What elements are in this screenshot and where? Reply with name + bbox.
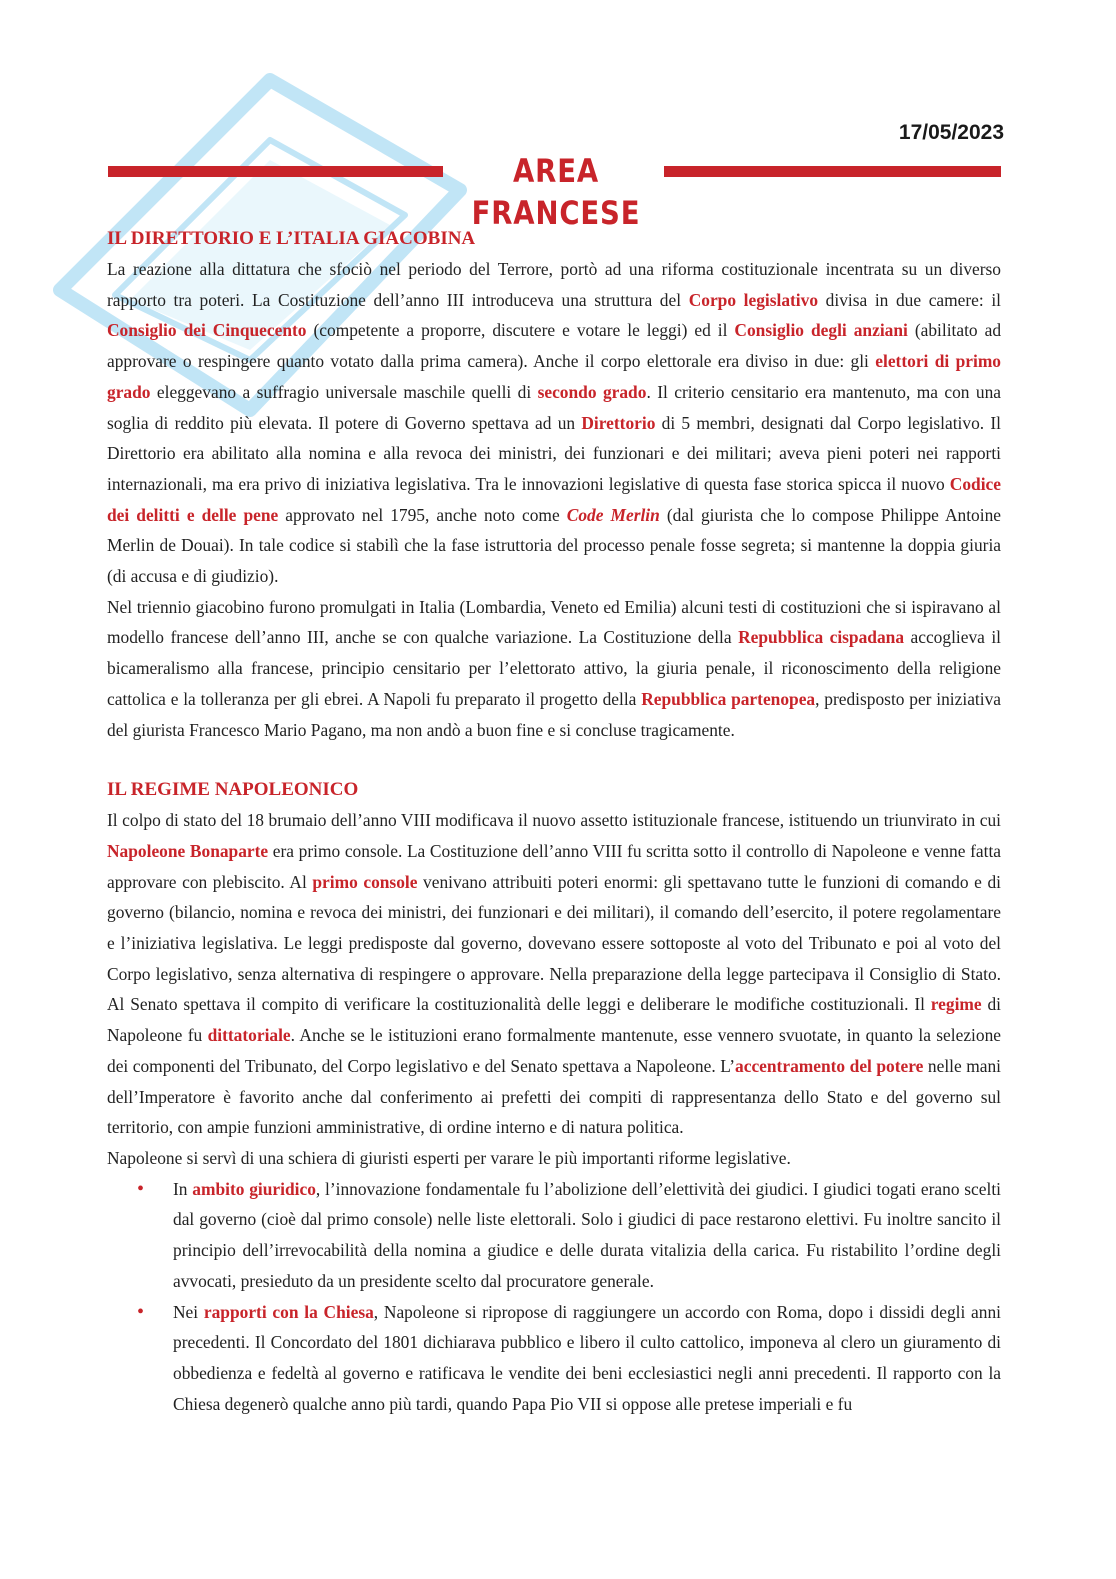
text-run: (dal giurista che lo compose Philippe Antoine Merlin de Douai). In tale codice si stabilì che la fase istruttoria del processo penale fosse segreta; si mantenne la doppia giuria (di accusa e di giudizio). bbox=[107, 504, 1001, 587]
text-run: Nei bbox=[173, 1301, 204, 1322]
list-item bbox=[107, 1297, 1001, 1420]
section-heading: IL DIRETTORIO E L’ITALIA GIACOBINA bbox=[107, 228, 476, 249]
text-run: di Napoleone fu bbox=[107, 994, 1001, 1046]
bullet-list bbox=[107, 1174, 1001, 1420]
text-run: , predisposto per iniziativa del giurista Francesco Mario Pagano, ma non andò a buon fine e si concluse tragicamente. bbox=[107, 688, 1001, 740]
text-run: In bbox=[173, 1178, 193, 1199]
paragraph bbox=[107, 1143, 1001, 1174]
document-date: 17/05/2023 bbox=[898, 121, 1004, 144]
paragraph bbox=[107, 254, 1001, 592]
banner-bar-left bbox=[108, 166, 443, 177]
highlighted-term: Code Merlin bbox=[566, 504, 660, 525]
section-direttorio bbox=[107, 224, 1001, 745]
text-run: (competente a proporre, discutere e votare le leggi) ed il bbox=[306, 320, 735, 341]
banner-bar-right bbox=[664, 166, 1001, 177]
text-run: nelle mani dell’Imperatore è favorito anche dal conferimento ai prefetti dei compiti di rappresentanza dello Stato e del governo sul territorio, con ampie funzioni amministrative, di ordine interno e di natura politica. bbox=[107, 1055, 1002, 1138]
highlighted-term: accentramento del potere bbox=[735, 1055, 924, 1076]
text-run: (abilitato ad approvare o respingere quanto votato dalla prima camera). Anche il corpo elettorale era diviso in due: gli bbox=[107, 320, 1002, 372]
banner-title: AREA FRANCESE bbox=[471, 152, 641, 232]
text-run: La reazione alla dittatura che sfociò nel periodo del Terrore, portò ad una riforma costituzionale incentrata su un diverso rapporto tra poteri. La Costituzione dell’anno III introduceva una struttura del bbox=[107, 259, 1001, 310]
list-item-text bbox=[173, 1179, 1001, 1291]
highlighted-term: elettori di primo grado bbox=[107, 351, 1001, 402]
text-run: . Anche se le istituzioni erano formalmente mantenute, esse vennero svuotate, in quanto la selezione dei componenti del Tribunato, del Corpo legislativo e del Senato spettava a Napoleone. L’ bbox=[107, 1025, 1001, 1076]
paragraph bbox=[107, 805, 1001, 1143]
highlighted-term: Corpo legislativo bbox=[688, 289, 819, 310]
text-run: Il colpo di stato del 18 brumaio dell’anno VIII modificava il nuovo assetto istituzionale francese, istituendo un triunvirato in cui bbox=[107, 810, 1001, 831]
highlighted-term: Direttorio bbox=[581, 412, 656, 433]
text-run: di 5 membri, designati dal Corpo legislativo. Il Direttorio era abilitato alla nomina e alla revoca dei ministri, dei funzionari e dei militari; aveva pieni poteri nei rapporti internazionali, ma era privo di iniziativa legislativa. Tra le innovazioni legislative di questa fase storica spicca il nuovo bbox=[107, 412, 1001, 494]
text-run: venivano attribuiti poteri enormi: gli spettavano tutte le funzioni di comando e di governo (bilancio, nomina e revoca dei ministri, dei funzionari e dei militari), il comando dell’esercito, il potere regolamentare e l’iniziativa legislativa. Le leggi predisposte dal governo, dovevano essere sottoposte al voto del Tribunato e poi al voto del Corpo legislativo, senza alternativa di respingere o approvare. Nella preparazione della legge partecipava il Consiglio di Stato. Al Senato spettava il compito di verificare la costituzionalità delle leggi e deliberare le modifiche costituzionali. Il bbox=[107, 871, 1001, 1015]
highlighted-term: rapporti con la Chiesa bbox=[203, 1301, 374, 1322]
highlighted-term: dittatoriale bbox=[207, 1025, 291, 1046]
section-banner bbox=[108, 150, 1001, 232]
section-regime-napoleonico bbox=[107, 775, 1001, 1419]
highlighted-term: Consiglio dei Cinquecento bbox=[107, 320, 307, 341]
text-run: divisa in due camere: il bbox=[818, 289, 1002, 310]
text-run: . Il criterio censitario era mantenuto, ma con una soglia di reddito più elevata. Il potere di Governo spettava ad un bbox=[107, 381, 1002, 433]
highlighted-term: Napoleone Bonaparte bbox=[107, 840, 269, 861]
text-run: approvato nel 1795, anche noto come bbox=[278, 504, 567, 525]
text-run: accoglieva il bicameralismo alla francese, principio censitario per l’elettorato attivo, la giuria penale, il riconoscimento della religione cattolica e la tolleranza per gli ebrei. A Napoli fu preparato il progetto della bbox=[107, 627, 1002, 709]
paragraph bbox=[107, 592, 1001, 746]
highlighted-term: regime bbox=[930, 994, 982, 1015]
text-run: eleggevano a suffragio universale maschile quelli di bbox=[150, 381, 538, 402]
text-run: Nel triennio giacobino furono promulgati in Italia (Lombardia, Veneto ed Emilia) alcuni testi di costituzioni che si ispiravano al modello francese dell’anno III, anche se con qualche variazione. La Costituzione della bbox=[107, 596, 1001, 648]
list-item bbox=[107, 1174, 1001, 1297]
highlighted-term: Consiglio degli anziani bbox=[734, 320, 908, 341]
highlighted-term: Repubblica partenopea bbox=[641, 688, 816, 709]
text-run: , Napoleone si ripropose di raggiungere un accordo con Roma, dopo i dissidi degli anni precedenti. Il Concordato del 1801 dichiarava pubblico e libero il culto cattolico, imponeva al clero un giuramento di obbedienza e fedeltà al governo e ratificava le vendite dei beni ecclesiastici negli anni precedenti. Il rapporto con la Chiesa degenerò qualche anno più tardi, quando Papa Pio VII si oppose alle pretese imperiali e fu bbox=[173, 1301, 1001, 1414]
section-heading: IL REGIME NAPOLEONICO bbox=[107, 779, 359, 801]
text-run: , l’innovazione fondamentale fu l’abolizione dell’elettività dei giudici. I giudici togati erano scelti dal governo (cioè dal primo console) nelle liste elettorali. Solo i giudici di pace restarono elettivi. Fu inoltre sancito il principio dell’irrevocabilità della nomina a giudice e delle durata vitalizia della carica. Fu ristabilito l’ordine degli avvocati, presieduto da un presidente scelto dal procuratore generale. bbox=[173, 1178, 1001, 1291]
highlighted-term: Repubblica cispadana bbox=[738, 627, 905, 648]
highlighted-term: Codice dei delitti e delle pene bbox=[107, 473, 1001, 525]
bullet-icon: • bbox=[137, 1300, 145, 1323]
text-run: era primo console. La Costituzione dell’anno VIII fu scritta sotto il controllo di Napoleone e venne fatta approvare con plebiscito. Al bbox=[107, 840, 1001, 892]
highlighted-term: ambito giuridico bbox=[192, 1178, 316, 1199]
list-item-text bbox=[173, 1302, 1001, 1414]
highlighted-term: secondo grado bbox=[537, 381, 647, 402]
document-body bbox=[107, 224, 1001, 1419]
bullet-icon: • bbox=[137, 1177, 145, 1200]
highlighted-term: primo console bbox=[312, 871, 418, 892]
text-run: Napoleone si servì di una schiera di giuristi esperti per varare le più importanti riforme legislative. bbox=[107, 1147, 791, 1168]
